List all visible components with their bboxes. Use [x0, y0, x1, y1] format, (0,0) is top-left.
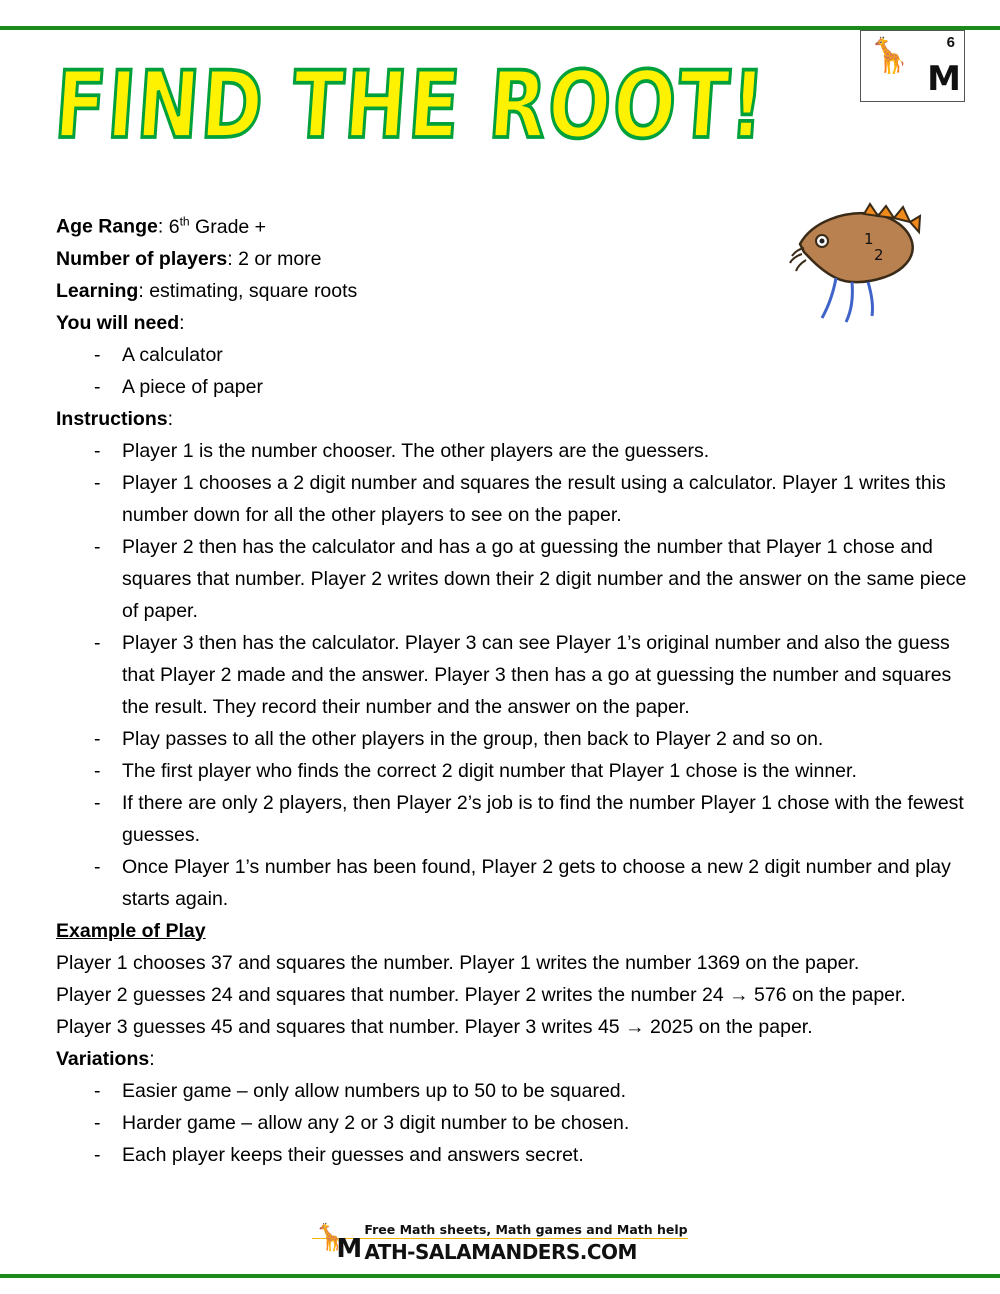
example-of-play-label: Example of Play	[56, 919, 206, 942]
variations-label: Variations	[56, 1047, 150, 1070]
meta-players-value: 2 or more	[238, 247, 322, 270]
giraffe-icon: 🦒	[868, 37, 911, 75]
meta-learning-label: Learning	[56, 279, 139, 302]
list-item: - A piece of paper	[86, 371, 686, 403]
you-will-need-list	[56, 339, 686, 403]
page-footer	[0, 1222, 1000, 1264]
meta-age-range-label: Age Range	[56, 215, 158, 238]
instructions-heading: Instructions:	[56, 407, 174, 430]
you-will-need-heading: You will need:	[56, 311, 185, 334]
example-paragraph: Player 2 guesses 24 and squares that number. Player 2 writes the number 24 → 576 on the paper.	[56, 983, 906, 1006]
giraffe-icon: 🦒	[314, 1222, 347, 1252]
grade-badge-number: 6	[946, 34, 955, 51]
bottom-divider	[0, 1274, 1000, 1278]
list-item: - Player 1 is the number chooser. The other players are the guessers.	[86, 435, 976, 467]
instructions-list	[56, 435, 976, 915]
meta-learning-value: estimating, square roots	[149, 279, 358, 302]
list-item: - Player 3 then has the calculator. Player 3 can see Player 1’s original number and also the guess that Player 2 made and the answer. Player 3 then has a go at guessing the number and squares the result. They record their number and the answer on the paper.	[86, 627, 976, 723]
list-item: - Once Player 1’s number has been found, Player 2 gets to choose a new 2 digit number and play starts again.	[86, 851, 976, 915]
meta-players-label: Number of players	[56, 247, 228, 270]
meta-age-range-value: 6th Grade +	[168, 214, 267, 238]
list-item: - Harder game – allow any 2 or 3 digit number to be chosen.	[86, 1107, 976, 1139]
meta-number-of-players: Number of players: 2 or more	[56, 247, 322, 270]
example-paragraph: Player 1 chooses 37 and squares the number. Player 1 writes the number 1369 on the paper.	[56, 951, 860, 974]
meta-age-range	[56, 205, 656, 243]
variations-list	[56, 1075, 976, 1171]
you-will-need-label: You will need	[56, 311, 180, 334]
salamanders-m-mark: M	[927, 59, 958, 99]
salamanders-m-mark: M	[336, 1234, 360, 1264]
instructions-label: Instructions	[56, 407, 168, 430]
example-paragraph: Player 3 guesses 45 and squares that number. Player 3 writes 45 → 2025 on the paper.	[56, 1015, 813, 1038]
svg-text:2: 2	[874, 246, 884, 264]
list-item: - The first player who finds the correct 2 digit number that Player 1 chose is the winner.	[86, 755, 976, 787]
footer-tagline: Free Math sheets, Math games and Math help	[312, 1222, 687, 1239]
list-item: - If there are only 2 players, then Player 2’s job is to find the number Player 1 chose with the fewest guesses.	[86, 787, 976, 851]
list-item: - Each player keeps their guesses and answers secret.	[86, 1139, 976, 1171]
worksheet-body	[56, 205, 967, 1171]
variations-heading: Variations:	[56, 1047, 155, 1070]
svg-text:1: 1	[864, 230, 874, 248]
example-heading	[56, 915, 946, 947]
footer-logo-block	[312, 1222, 687, 1264]
title-area	[0, 0, 1000, 160]
list-item: - Player 2 then has the calculator and has a go at guessing the number that Player 1 chose and squares that number. Player 2 writes down their 2 digit number and the answer on the same piece of paper.	[86, 531, 976, 627]
list-item: - Easier game – only allow numbers up to 50 to be squared.	[86, 1075, 976, 1107]
list-item: - Player 1 chooses a 2 digit number and squares the result using a calculator. Player 1 writes this number down for all the other players to see on the paper.	[86, 467, 976, 531]
list-item: - Play passes to all the other players in the group, then back to Player 2 and so on.	[86, 723, 976, 755]
meta-colon: :	[157, 215, 169, 238]
meta-learning: Learning: estimating, square roots	[56, 279, 358, 302]
list-item: - A calculator	[86, 339, 686, 371]
page-title: FIND THE ROOT!	[51, 52, 770, 160]
footer-site-url: ATH-SALAMANDERS.COM	[364, 1240, 637, 1264]
